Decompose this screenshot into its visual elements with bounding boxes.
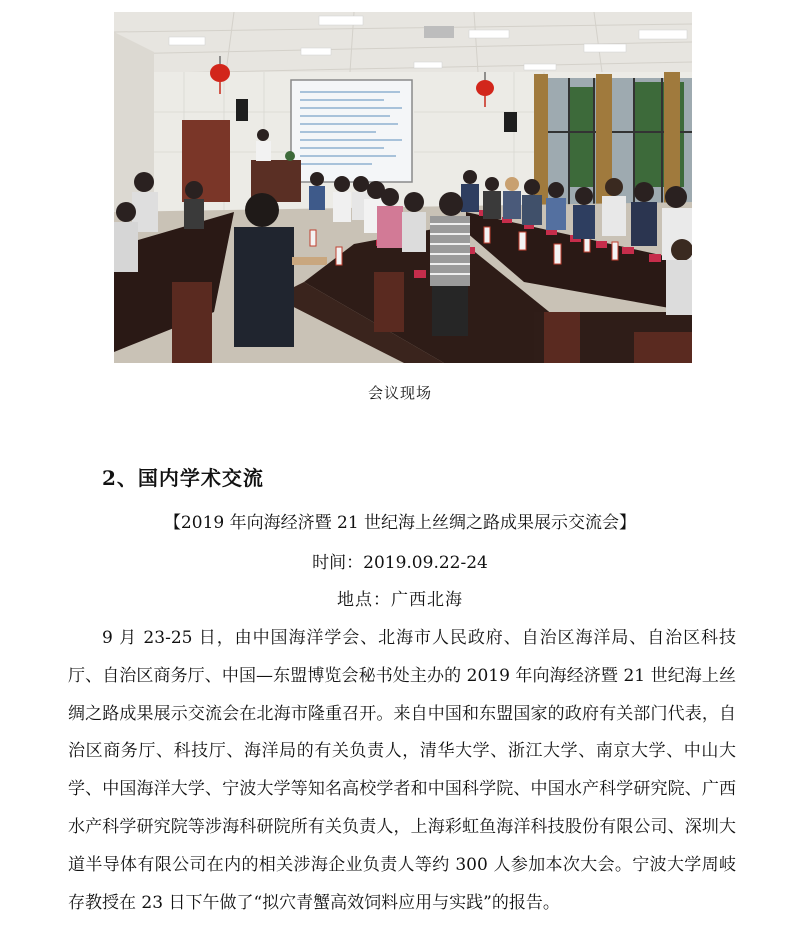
presenter-head bbox=[257, 129, 269, 141]
projector bbox=[424, 26, 454, 38]
striped-shirt bbox=[430, 216, 470, 286]
speaker-left bbox=[236, 99, 248, 121]
foreground-attendee bbox=[234, 227, 294, 347]
conference-scene bbox=[114, 12, 692, 363]
event-location: 地点：广西北海 bbox=[337, 590, 463, 610]
section-heading: 2、国内学术交流 bbox=[102, 466, 264, 490]
body-paragraph: 9 月 23-25 日，由中国海洋学会、北海市人民政府、自治区海洋局、自治区科技厅、自治区商务厅、中国—东盟博览会秘书处主办的 2019 年向海经济暨 21 世纪海上丝绸之路成果展示交流会在北海市隆重召开。来自中国和东盟国家的政府有关部门代表，自治区商务厅、科技厅、海洋局的有关负责人，清华大学、浙江大学、南京大学、中山大学、中国海洋大学、宁波大学等知名高校学者和中国科学院、中国水产科学研究院、广西水产科学研究院等涉海科研院所有关负责人，上海彩虹鱼海洋科技股份有限公司、深圳大道半导体有限公司在内的相关涉海企业负责人等约 300 人参加本次大会。宁波大学周岐存教授在 23 日下午做了“拟穴青蟹高效饲料应用与实践”的报告。 bbox=[68, 628, 736, 913]
speaker-right bbox=[504, 112, 517, 132]
podium-plant bbox=[285, 151, 295, 161]
photo-caption: 会议现场 bbox=[367, 384, 432, 402]
conference-photo bbox=[114, 12, 692, 363]
projection-screen bbox=[291, 80, 412, 182]
event-time: 时间：2019.09.22-24 bbox=[312, 553, 488, 573]
event-title: 【2019 年向海经济暨 21 世纪海上丝绸之路成果展示交流会】 bbox=[163, 513, 637, 533]
presenter-body bbox=[256, 141, 271, 161]
